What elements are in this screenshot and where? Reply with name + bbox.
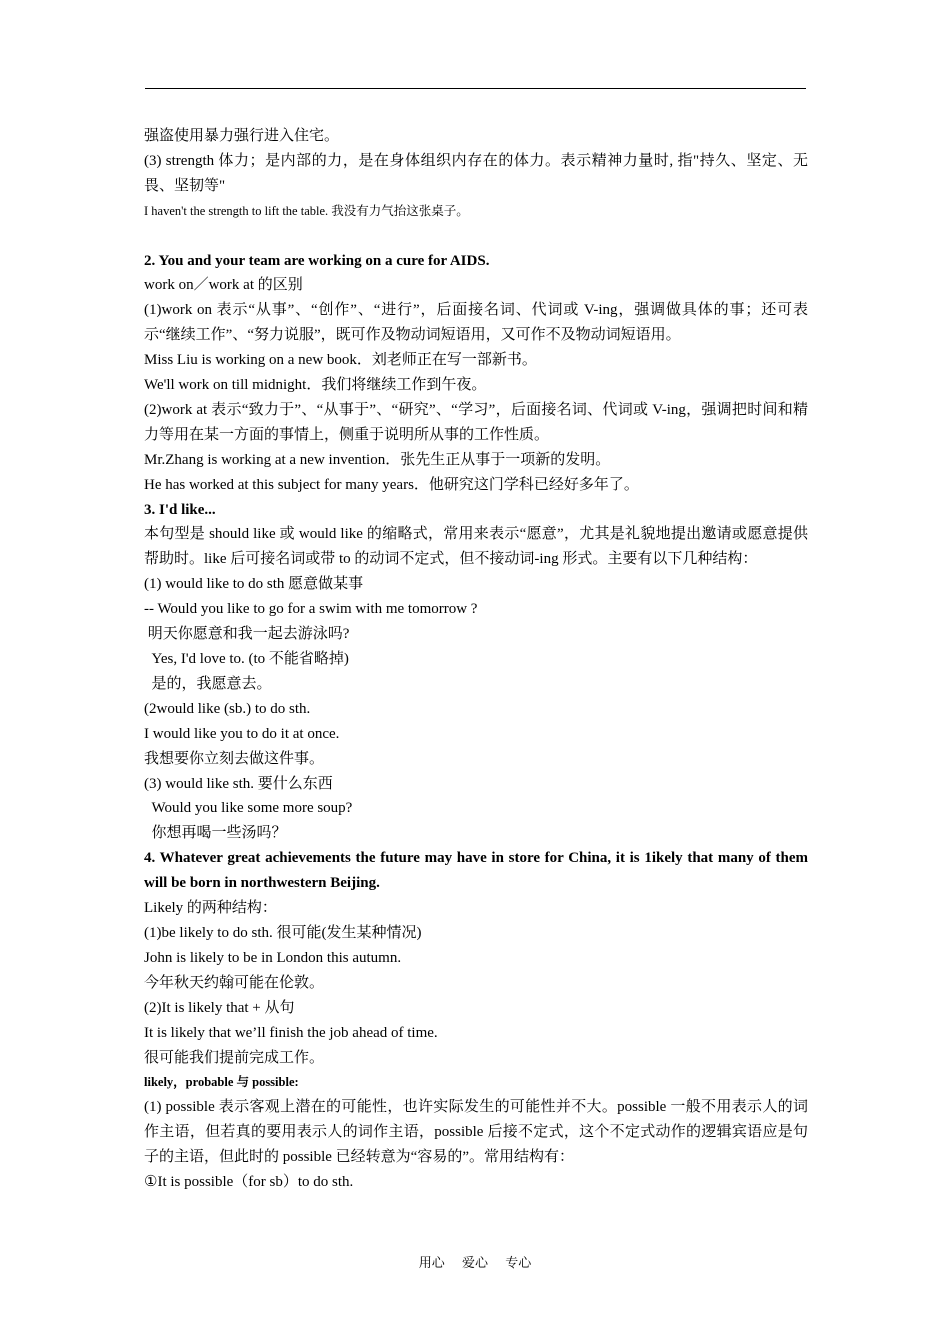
- text-line: Yes, I'd love to. (to 不能省略掉): [144, 651, 349, 668]
- text-line: (2)It is likely that + 从句: [144, 999, 295, 1016]
- text-line: 我想要你立刻去做这件事。: [144, 750, 325, 767]
- text-line: (1)be likely to do sth. 很可能(发生某种情况): [144, 924, 422, 941]
- text-line: ①It is possible（for sb）to do sth.: [144, 1174, 354, 1191]
- text-line: 明天你愿意和我一起去游泳吗?: [144, 626, 350, 643]
- blank-line: [144, 224, 808, 249]
- text-line: Would you like some more soup?: [144, 800, 353, 817]
- text-line: I haven't the strength to lift the table. 我没有力气抬这张桌子。: [144, 203, 469, 218]
- page-footer: [0, 1252, 950, 1271]
- text-line: I would like you to do it at once.: [144, 725, 340, 742]
- text-line: 是的，我愿意去。: [144, 675, 272, 692]
- text-line: likely，probable 与 possible:: [144, 1075, 299, 1090]
- text-line: (1) possible 表示客观上潜在的可能性，也许实际发生的可能性并不大。possible 一般不用表示人的词作主语，但若真的要用表示人的词作主语，possible 后接不定式，这个不定式动作的逻辑宾语应是句子的主语，但此时的 possible 已经转意为“容易的”。常用结构有：: [144, 1099, 808, 1166]
- text-line: -- Would you like to go for a swim with me tomorrow ?: [144, 601, 478, 618]
- text-line: 强盗使用暴力强行进入住宅。: [144, 128, 340, 144]
- text-line: (2)work at 表示“致力于”、“从事于”、“研究”、“学习”，后面接名词、代词或 V-ing，强调把时间和精力等用在某一方面的事情上，侧重于说明所从事的工作性质。: [144, 401, 808, 443]
- header-rule: [145, 88, 806, 89]
- text-line: Miss Liu is working on a new book．刘老师正在写一部新书。: [144, 352, 537, 369]
- text-line: (2would like (sb.) to do sth.: [144, 700, 311, 717]
- text-line: (1)work on 表示“从事”、“创作”、“进行”，后面接名词、代词或 V-ing，强调做具体的事；还可表示“继续工作”、“努力说服”，既可作及物动词短语用，又可作不及物动词短语用。: [144, 302, 808, 344]
- document-body: [144, 124, 812, 1195]
- text-line: We'll work on till midnight．我们将继续工作到午夜。: [144, 377, 487, 394]
- text-line: (3) would like sth. 要什么东西: [144, 775, 333, 792]
- text-line: work on／work at 的区别: [144, 277, 303, 294]
- text-line: 本句型是 should like 或 would like 的缩略式，常用来表示“愿意”，尤其是礼貌地提出邀请或愿意提供帮助时。like 后可接名词或带 to 的动词不定式，但不接动词-ing 形式。主要有以下几种结构：: [144, 526, 808, 568]
- text-line: 4. Whatever great achievements the future may have in store for China, it is 1ikely that many of them will be born in northwestern Beijing.: [144, 850, 812, 892]
- text-line: (3) strength 体力；是内部的力，是在身体组织内存在的体力。表示精神力量时, 指"持久、坚定、无畏、坚韧等": [144, 152, 808, 194]
- footer-word-1: 用心: [418, 1255, 445, 1270]
- text-line: (1) would like to do sth 愿意做某事: [144, 576, 364, 593]
- text-line: 今年秋天约翰可能在伦敦。: [144, 974, 325, 991]
- text-line: John is likely to be in London this autumn.: [144, 949, 402, 966]
- text-line: 2. You and your team are working on a cure for AIDS.: [144, 252, 490, 269]
- text-line: It is likely that we’ll finish the job ahead of time.: [144, 1024, 438, 1041]
- text-line: 3. I'd like...: [144, 501, 216, 518]
- text-line: Likely 的两种结构：: [144, 900, 277, 917]
- text-line: 你想再喝一些汤吗？: [144, 825, 287, 842]
- footer-word-3: 专心: [505, 1255, 532, 1270]
- text-line: 很可能我们提前完成工作。: [144, 1049, 325, 1066]
- text-line: Mr.Zhang is working at a new invention．张先生正从事于一项新的发明。: [144, 451, 611, 468]
- text-line: He has worked at this subject for many years．他研究这门学科已经好多年了。: [144, 476, 639, 493]
- footer-word-2: 爱心: [461, 1255, 488, 1270]
